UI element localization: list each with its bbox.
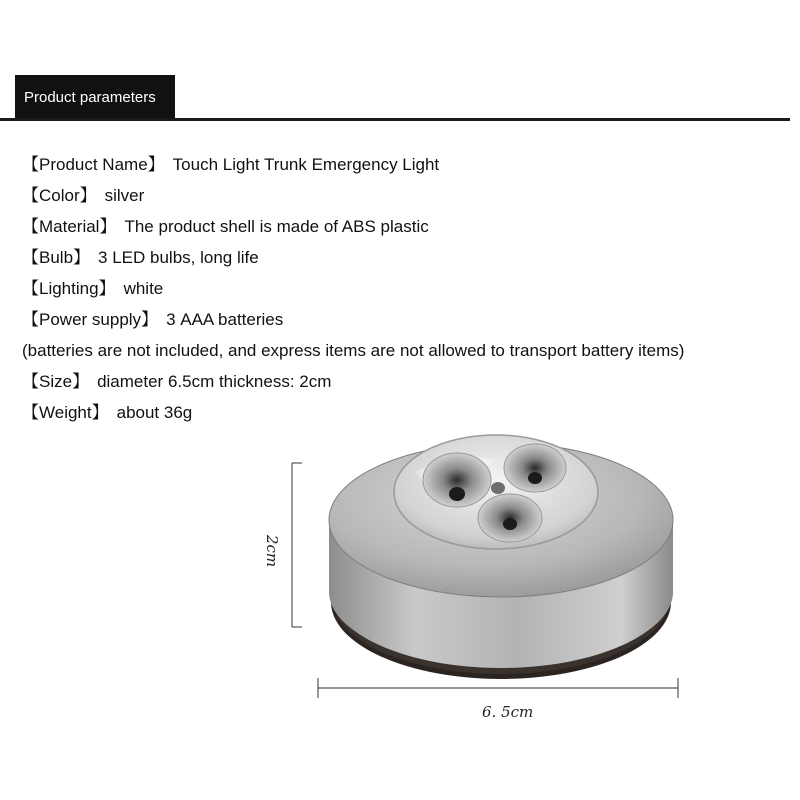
- param-key: 【Size】: [22, 372, 90, 391]
- battery-note: (batteries are not included, and express items are not allowed to transport battery items): [22, 341, 685, 360]
- product-parameters-list: [22, 152, 792, 431]
- param-value: Touch Light Trunk Emergency Light: [172, 155, 440, 174]
- height-dimension-line: [292, 463, 302, 627]
- param-row-bulb: [22, 245, 792, 276]
- param-key: 【Power supply】: [22, 310, 159, 329]
- param-value: The product shell is made of ABS plastic: [124, 217, 429, 236]
- width-label: 6. 5cm: [482, 703, 534, 721]
- led-bulb-3: [478, 494, 542, 542]
- center-button: [491, 482, 505, 494]
- param-row-product-name: [22, 152, 792, 183]
- param-row-size: [22, 369, 792, 400]
- param-value: 3 AAA batteries: [166, 310, 284, 329]
- param-value: 3 LED bulbs, long life: [98, 248, 259, 267]
- section-title: Product parameters: [24, 89, 156, 106]
- param-row-material: [22, 214, 792, 245]
- header-divider: [0, 118, 790, 121]
- product-illustration: [263, 420, 700, 730]
- param-row-color: [22, 183, 792, 214]
- param-value: diameter 6.5cm thickness: 2cm: [97, 372, 332, 391]
- width-dimension-line: [318, 678, 678, 698]
- param-value: silver: [104, 186, 145, 205]
- section-header-tab: [15, 75, 175, 120]
- param-key: 【Material】: [22, 217, 117, 236]
- param-key: 【Bulb】: [22, 248, 91, 267]
- param-row-lighting: [22, 276, 792, 307]
- param-key: 【Product Name】: [22, 155, 165, 174]
- param-value: white: [123, 279, 164, 298]
- param-key: 【Lighting】: [22, 279, 116, 298]
- led-bulb-2: [504, 444, 566, 492]
- param-key: 【Weight】: [22, 403, 109, 422]
- param-value: about 36g: [116, 403, 193, 422]
- touch-light-image: [280, 420, 700, 730]
- param-row-power-supply: [22, 307, 792, 338]
- height-label: 2cm: [263, 534, 282, 568]
- param-key: 【Color】: [22, 186, 97, 205]
- led-bulb-1: [423, 453, 491, 507]
